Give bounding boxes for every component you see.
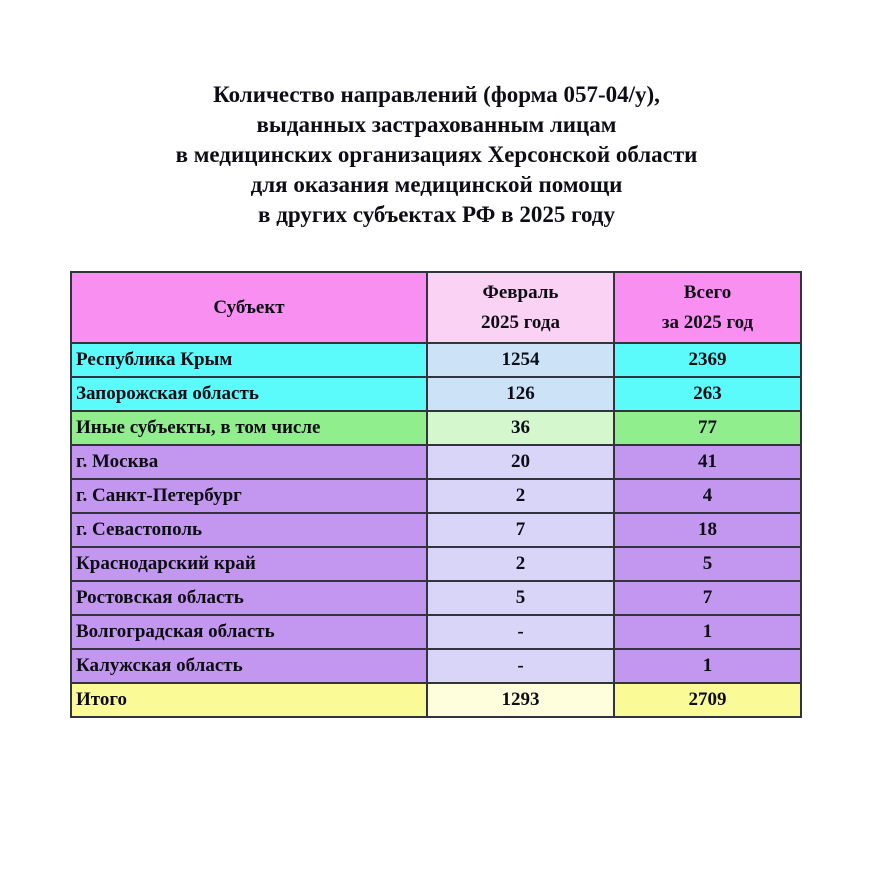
subject-cell: Республика Крым (71, 343, 427, 377)
subject-cell: г. Санкт-Петербург (71, 479, 427, 513)
title-line: для оказания медицинской помощи (250, 172, 623, 197)
subject-cell: Краснодарский край (71, 547, 427, 581)
referrals-table (70, 271, 802, 718)
column-header-february-line1: Февраль (482, 281, 559, 303)
table-row (71, 649, 801, 683)
title-line: Количество направлений (форма 057-04/у), (213, 82, 660, 107)
subject-cell: Волгоградская область (71, 615, 427, 649)
table-row (71, 615, 801, 649)
total-cell: 263 (614, 377, 801, 411)
total-cell: 2369 (614, 343, 801, 377)
referrals-table-container (70, 271, 802, 718)
table-row (71, 411, 801, 445)
column-header-total-line2: за 2025 год (661, 311, 754, 333)
february-cell: 20 (427, 445, 614, 479)
title-line: в других субъектах РФ в 2025 году (258, 202, 615, 227)
february-cell: 1254 (427, 343, 614, 377)
table-row (71, 547, 801, 581)
table-row (71, 445, 801, 479)
total-cell: 2709 (614, 683, 801, 717)
title-line: в медицинских организациях Херсонской области (175, 142, 698, 167)
table-row (71, 581, 801, 615)
subject-cell: Калужская область (71, 649, 427, 683)
total-cell: 7 (614, 581, 801, 615)
february-cell: 7 (427, 513, 614, 547)
february-cell: - (427, 649, 614, 683)
total-cell: 4 (614, 479, 801, 513)
february-cell: 2 (427, 547, 614, 581)
column-header-subject: Субъект (71, 272, 427, 343)
february-cell: 5 (427, 581, 614, 615)
subject-cell: Запорожская область (71, 377, 427, 411)
column-header-february-line2: 2025 года (481, 311, 560, 333)
table-row-total (71, 683, 801, 717)
table-row (71, 343, 801, 377)
table-row (71, 513, 801, 547)
total-cell: 1 (614, 649, 801, 683)
february-cell: 36 (427, 411, 614, 445)
february-cell: 2 (427, 479, 614, 513)
subject-cell: г. Севастополь (71, 513, 427, 547)
page-title (57, 80, 817, 230)
table-row (71, 479, 801, 513)
column-header-total-line1: Всего (683, 281, 732, 303)
total-cell: 1 (614, 615, 801, 649)
total-cell: 5 (614, 547, 801, 581)
column-header-total (614, 272, 801, 343)
table-header-row (71, 272, 801, 343)
february-cell: 1293 (427, 683, 614, 717)
subject-cell: г. Москва (71, 445, 427, 479)
subject-cell: Ростовская область (71, 581, 427, 615)
table-row (71, 377, 801, 411)
february-cell: - (427, 615, 614, 649)
title-line: выданных застрахованным лицам (256, 112, 617, 137)
subject-cell: Итого (71, 683, 427, 717)
total-cell: 41 (614, 445, 801, 479)
total-cell: 77 (614, 411, 801, 445)
total-cell: 18 (614, 513, 801, 547)
subject-cell: Иные субъекты, в том числе (71, 411, 427, 445)
february-cell: 126 (427, 377, 614, 411)
column-header-february (427, 272, 614, 343)
